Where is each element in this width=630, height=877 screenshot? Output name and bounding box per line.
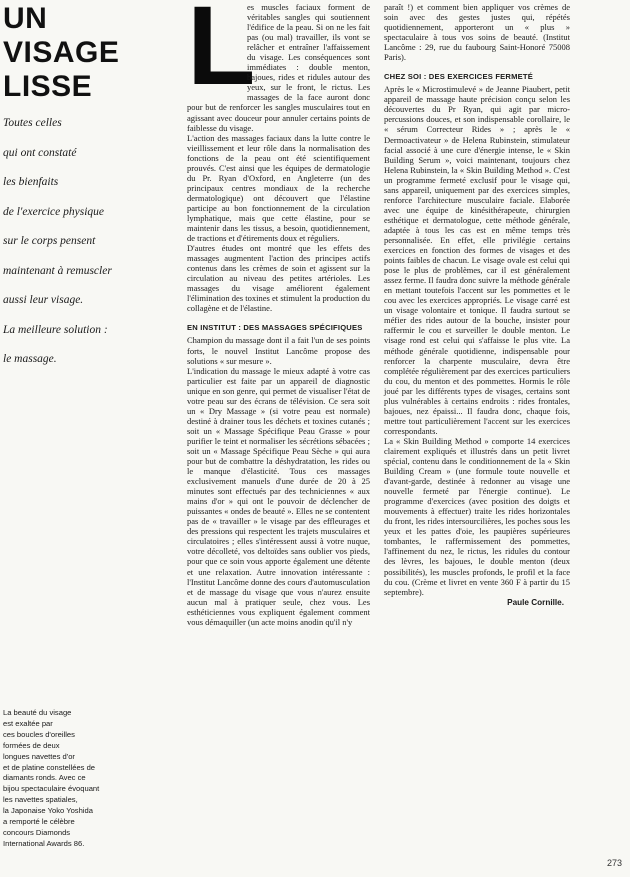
body-paragraph: La « Skin Building Method » comporte 14 exercices clairement expliqués et illustrés dans un petit livret spécial, contenu dans le conditionnement de la « Skin Building Cream » (une formule toute nouvelle et d'avant-garde, destinée à redonner au visage une nouvelle fermeté par l'énergie continue). Le programme d'exercices (avec position des doigts et mouvements à effectuer) traite les rides horizontales du front, les rides intersourcilières, les poches sous les yeux et les pattes d'oie, les paupières supérieures tombantes, le raffermissement des pommettes, l'affinement du nez, le rictus, les ridules du contour des lèvres, les bajoues, le double menton (deux possibilités), les muscles profonds, le profil et la face du cou. (Crème et livret en vente 360 F à partir du 15 septembre). xyxy=(384,435,570,597)
intro-line: sur le corps pensent xyxy=(3,235,96,247)
body-column-right xyxy=(384,2,570,608)
drop-cap: L xyxy=(187,0,256,108)
title-line-1: UN xyxy=(3,2,48,35)
article-title xyxy=(3,2,143,104)
caption-line: concours Diamonds xyxy=(3,827,71,837)
caption-line: la Japonaise Yoko Yoshida xyxy=(3,806,93,816)
intro-line: aussi leur visage. xyxy=(3,294,84,306)
caption-line: et de platine constellées de xyxy=(3,762,96,772)
title-line-3: LISSE xyxy=(3,70,93,103)
page-number: 273 xyxy=(606,858,622,868)
intro-line: Toutes celles xyxy=(3,117,62,129)
intro-line: La meilleure solution : xyxy=(3,323,108,336)
caption-line: formées de deux xyxy=(3,740,60,750)
intro-lede xyxy=(3,118,153,384)
caption-line: les navettes spatiales, xyxy=(3,795,78,805)
body-column-middle xyxy=(187,2,370,627)
caption-line: bijou spectaculaire évoquant xyxy=(3,784,100,794)
caption-line: ces boucles d'oreilles xyxy=(3,729,75,739)
photo-caption xyxy=(3,708,111,850)
body-paragraph: L'indication du massage le mieux adapté à votre cas particulier est faite par un appareil de diagnostic unique en son genre, qui permet de visualiser l'état de votre peau sur des écrans de télévision. Ce sera soit un « Dry Massage » (si votre peau est normale) destiné à drainer tous les déchets et toxines cutanés ; soit un « Massage Spécifique Peau Grasse » pour purifier le teint et normaliser les sécrétions sébacées ; soit un « Massage Spécifique Peau Sèche » qui aura pour but de combattre la déshydratation, les rides ou le manque d'élasticité. Tous ces massages exclusivement manuels d'une durée de 20 à 25 minutes sont effectués par des techniciennes « aux mains d'or » qui ont le pouvoir de déclencher de puissantes « ondes de beauté ». Elles ne se contentent pas de « travailler » le visage par des effleurages et des pressions qui respectent les trajets musculaires et circulatoires ; elles s'intéressent aussi à votre nuque, votre décolleté, vos deltoïdes sans oublier vos pieds, pour que ce soin vous apporte également une détente et une relaxation. Autre innovation intéressante : l'Institut Lancôme donne des cours d'automusculation et de massage du visage que vous n'aurez ensuite aucun mal à pratiquer seule, chez vous. Les esthéticiennes vous expliquent également comment vous démaquiller (un acte moins anodin qu'il n'y xyxy=(187,365,370,627)
caption-line: a remporté le célèbre xyxy=(3,817,75,827)
body-paragraph: paraît !) et comment bien appliquer vos crèmes de soin avec des gestes justes qui, répétés quotidiennement, apporteront un « plus » spectaculaire à tous vos soins de beauté. (Institut Lancôme : 29, rue du faubourg Saint-Honoré 75008 Paris). xyxy=(384,2,570,63)
body-paragraph: L'action des massages faciaux dans la lutte contre le vieillissement et leur rôle dans la normalisation des fonctions de la peau ont été scientifiquement prouvés. C'est ainsi que les équipes de dermatologie du Pr. Ryan d'Oxford, en Angleterre (un des principaux centres mondiaux de la recherche dermatologique) ont découvert que l'élastine participe au bon fonctionnement de la circulation lymphatique, mais que cette élastine, pour se maintenir dans les tissus, a besoin, quotidiennement, de tractions et d'étirements doux et réguliers. xyxy=(187,132,370,244)
author-signature: Paule Cornille. xyxy=(507,597,564,607)
intro-line: de l'exercice physique xyxy=(3,205,105,218)
body-paragraph: es muscles faciaux forment de véritables sangles qui soutiennent l'édifice de la peau. Si on ne les fait pas (ou mal) travailler, ils vont se relâcher et entraîner l'affaissement du visage. Les conséquences sont immédiates : double menton, bajoues, rides et ridules autour des yeux, sur le front, le rictus. Les massages de la face auront donc pour but de renforcer les sangles musculaires tout en agissant avec douceur pour annuler certains points de faiblesse du visage. xyxy=(187,2,370,133)
caption-line: diamants ronds. Avec ce xyxy=(3,773,86,783)
body-paragraph: Champion du massage dont il a fait l'un de ses points forts, le nouvel Institut Lancôme propose des solutions « sur mesure ». xyxy=(187,335,370,366)
subheading-chez-soi: CHEZ SOI : DES EXERCICES FERMETÉ xyxy=(384,72,534,82)
intro-line: qui ont constaté xyxy=(3,146,77,159)
subheading-institut: EN INSTITUT : DES MASSAGES SPÉCIFIQUES xyxy=(187,323,363,333)
caption-line: longues navettes d'or xyxy=(3,751,75,761)
body-paragraph: Après le « Microstimulevé » de Jeanne Piaubert, petit appareil de massage haute précision conçu selon les découvertes du Pr Ryan, qui agit par micro-percussions douces, et son indispensable corollaire, le « sérum Correcteur Rides » ; après le « Dermoactivateur » de Helena Rubinstein, stimulateur facial associé à une cure d'énergie intense, le « Skin Building Serum », voici maintenant, toujours chez Helena Rubinstein, la « Skin Building Method ». C'est un programme fermeté exclusif pour le visage qui, sans appareil, uniquement par des exercices simples, renforce l'architecture musculaire faciale. Elaborée avec une équipe de kinésithérapeute, chirurgien esthétique et dermatologue, cette méthode générale, adaptée à tous les cas est en même temps très personnalisée. En effet, elle privilégie certains exercices en fonction des formes de visages et des points faibles de chacun. Le visage ovale est celui qui pose le plus de problèmes, car il est généralement assez ferme. Il faudra donc suivre la méthode générale en mettant toutefois l'accent sur les pommettes et le cou avec les exercices appropriés. Le visage carré est un visage volontaire et tonique. Il faudra surtout se méfier des rides autour de la bouche, insister pour raffermir le cou et surveiller le double menton. Le visage rond est celui qui s'affaisse le plus vite. La méthode générale quotidienne, indispensable pour renforcer la charpente musculaire, devra être complétée régulièrement par des exercices particuliers du cou, du menton et des pommettes. Hormis le rôle joué par les différents types de visages, certains sont plus vulnérables à certains endroits : rides frontales, bajoues, nez épaissi... Il faudra donc, chaque fois, mettre tout particulièrement l'accent sur les exercices correspondants. xyxy=(384,84,570,436)
caption-line: La beauté du visage xyxy=(3,708,72,717)
intro-line: le massage. xyxy=(3,353,57,365)
intro-line: les bienfaits xyxy=(3,176,59,188)
intro-line: maintenant à remuscler xyxy=(3,264,112,277)
caption-line: est exaltée par xyxy=(3,718,53,728)
title-line-2: VISAGE xyxy=(3,36,120,69)
body-paragraph: D'autres études ont montré que les effets des massages augmentent l'action des principes actifs contenus dans les crèmes de soin et agissent sur la circulation au niveau des petites artérioles. Les massages du visage améliorent également l'élimination des toxines et stimulent la production du collagène et de l'élastine. xyxy=(187,243,370,314)
caption-line: International Awards 86. xyxy=(3,838,85,848)
